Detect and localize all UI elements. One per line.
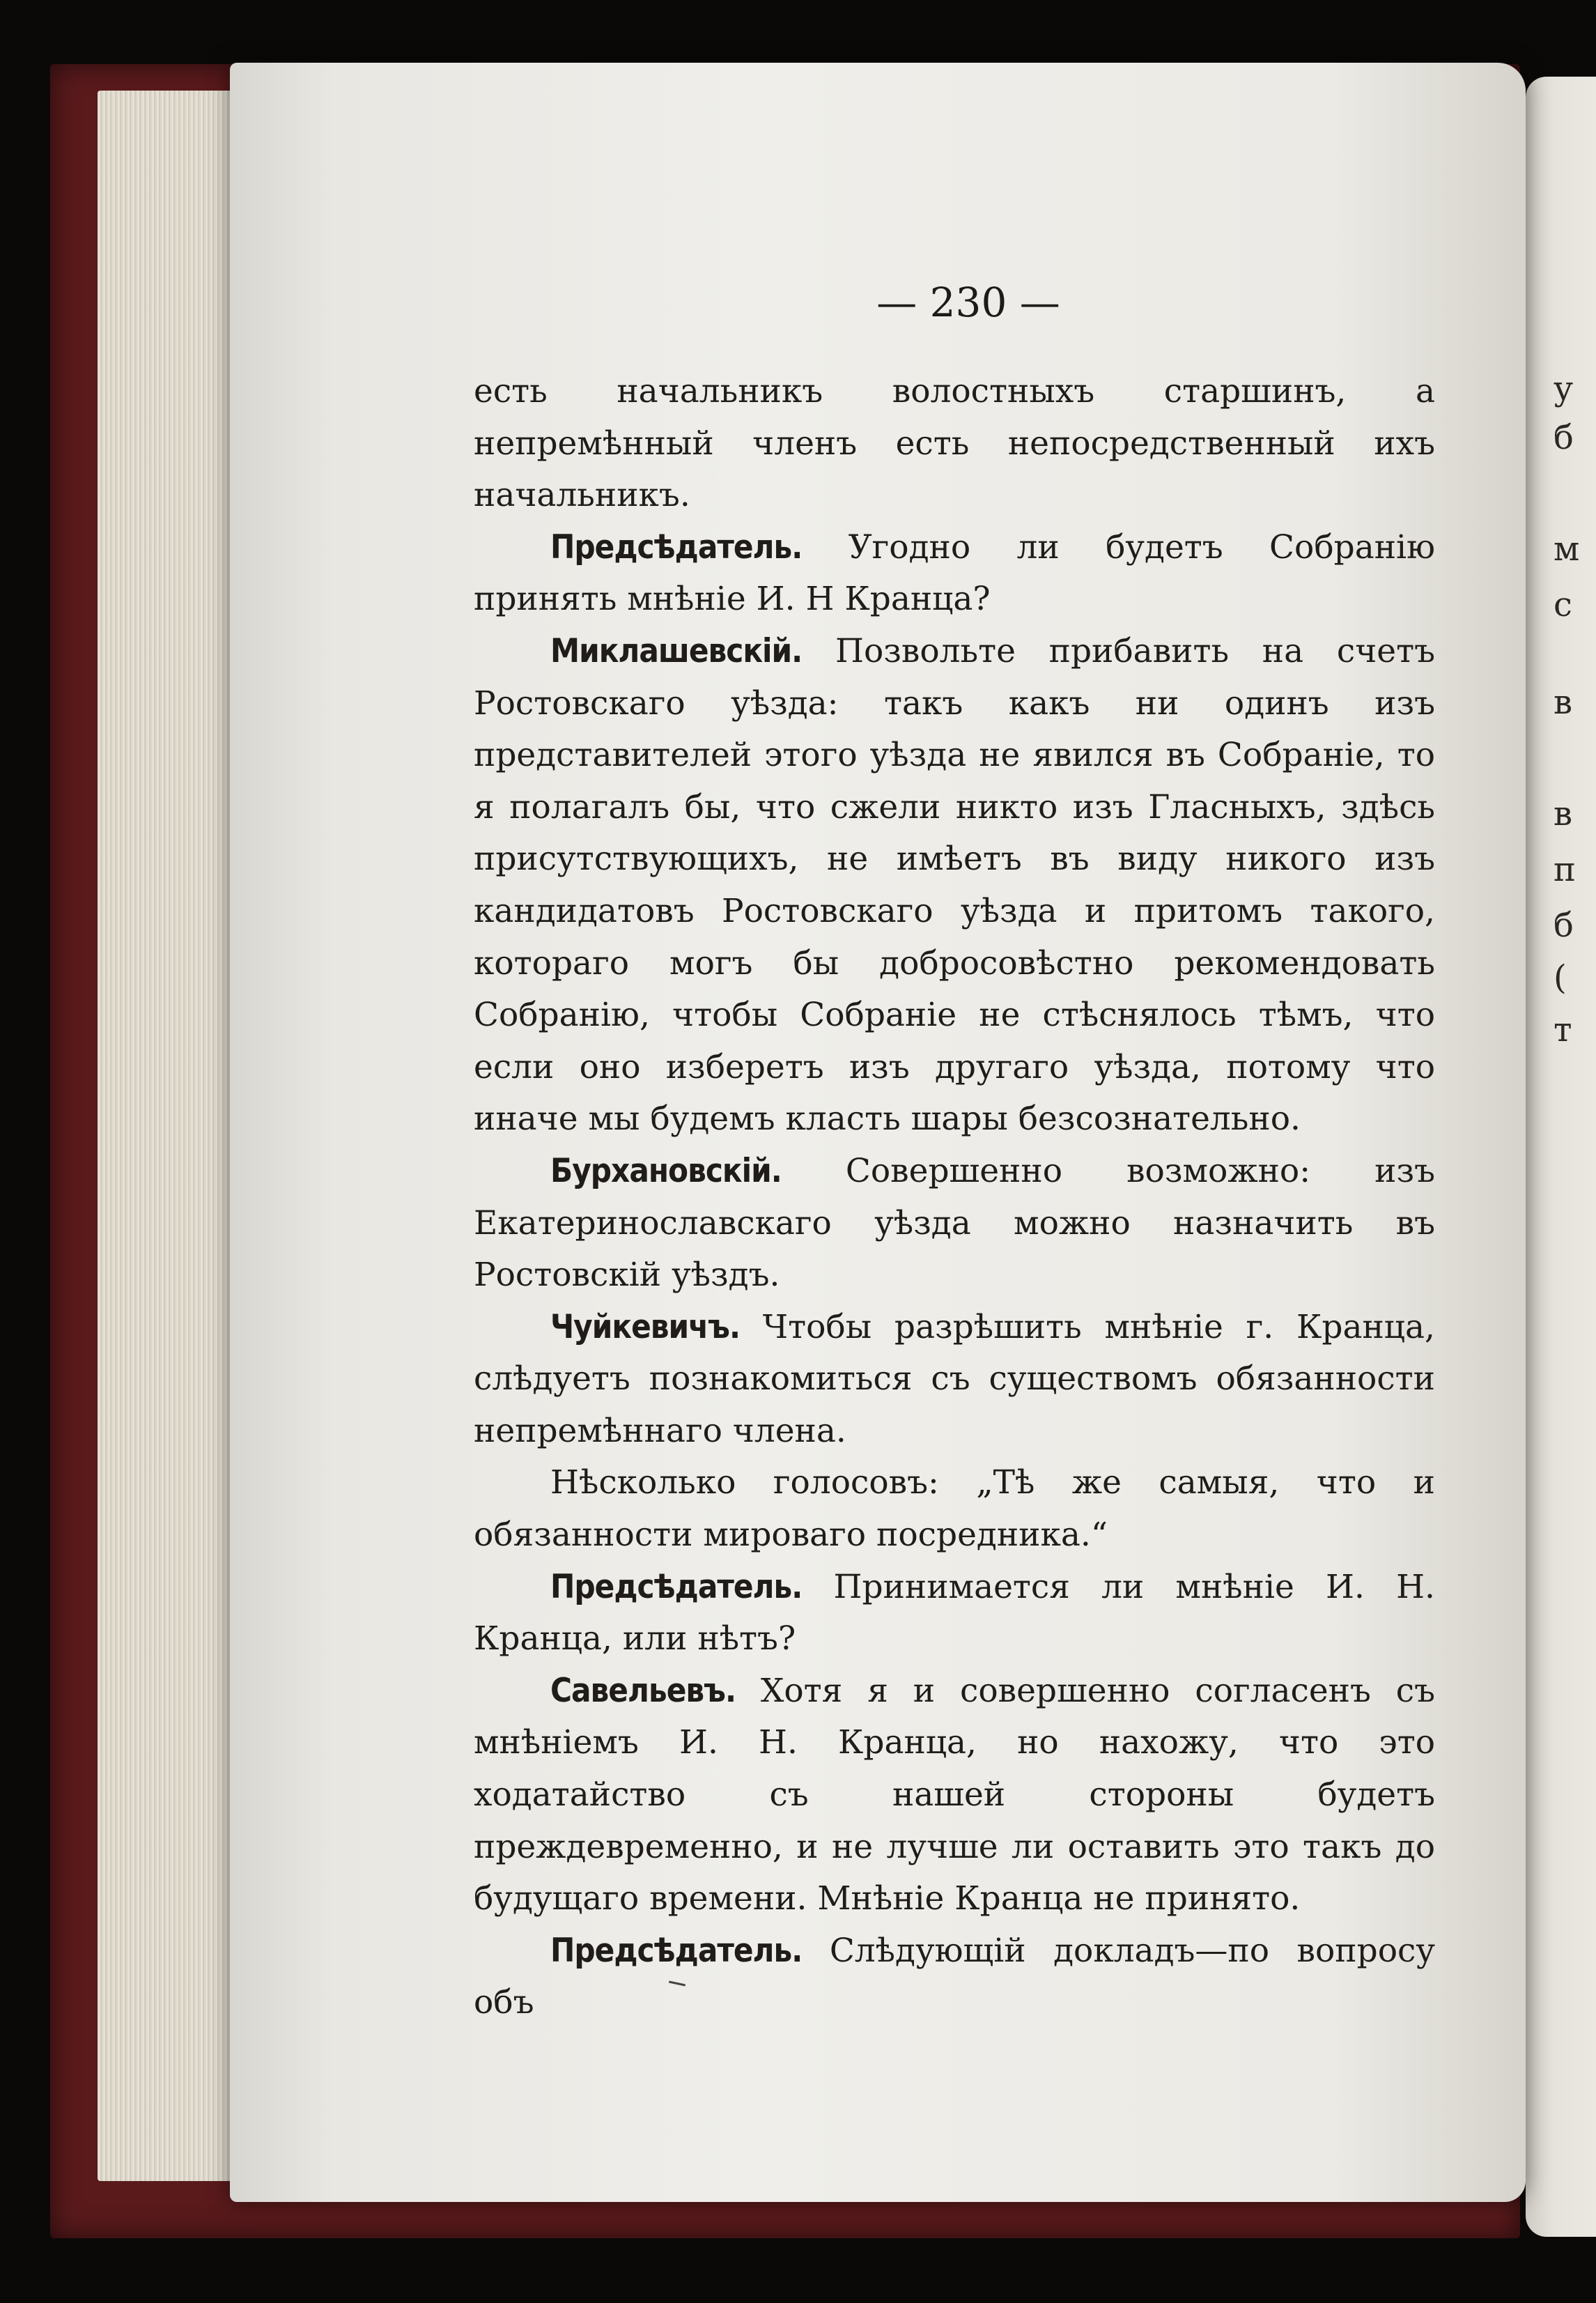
paragraph-text: Совершенно возможно: изъ Екатеринославскаго уѣзда можно назначить въ Ростовскій уѣздъ. — [474, 1151, 1435, 1295]
paragraph-4 — [474, 1302, 1435, 1458]
paragraph-2 — [474, 626, 1435, 1146]
next-page-fragment: б — [1554, 906, 1574, 945]
paragraph-text: есть начальникъ волостныхъ старшинъ, а непремѣнный членъ есть непосредственный ихъ начальникъ. — [474, 372, 1435, 515]
next-page-fragment: т — [1554, 1010, 1572, 1049]
page-text — [474, 366, 1435, 2029]
paragraph-1 — [474, 522, 1435, 626]
paragraph-text: Хотя я и совершенно согласенъ съ мнѣніемъ И. Н. Кранца, но нахожу, что это ходатайство съ нашей стороны будетъ преждевременно, и не лучше ли оставить это такъ до будущаго времени. Мнѣніе Кранца не принято. — [474, 1671, 1435, 1918]
speaker: Предсѣдатель. — [550, 527, 803, 567]
speaker: Чуйкевичъ. — [550, 1307, 741, 1346]
next-page-fragment: п — [1554, 850, 1576, 889]
speaker: Миклашевскій. — [550, 631, 803, 670]
next-page-fragment: ( — [1554, 958, 1567, 997]
speaker: Савельевъ. — [550, 1671, 736, 1710]
paragraph-text: Угодно ли будетъ Собранію принять мнѣніе И. Н Кранца? — [474, 527, 1435, 619]
paragraph-6 — [474, 1562, 1435, 1665]
page-number: — 230 — — [876, 279, 1060, 326]
speaker: Предсѣдатель. — [550, 1567, 803, 1606]
speaker: Предсѣдатель. — [550, 1931, 803, 1970]
paragraph-text: Слѣдующій докладъ—по вопросу объ — [474, 1931, 1435, 2022]
speaker: Бурхановскій. — [550, 1151, 782, 1190]
next-page-fragment: в — [1554, 794, 1573, 833]
paragraph-text: Чтобы разрѣшить мнѣніе г. Кранца, слѣдуетъ познакомиться съ существомъ обязанности непремѣннаго члена. — [474, 1307, 1435, 1450]
paragraph-3 — [474, 1146, 1435, 1302]
paragraph-text: Нѣсколько голосовъ: „Тѣ же самыя, что и обязанности мироваго посредника.“ — [474, 1463, 1435, 1555]
paragraph-8 — [474, 1925, 1435, 2029]
next-page-fragment: в — [1554, 683, 1573, 722]
next-page-fragment: с — [1554, 585, 1572, 624]
paragraph-5 — [474, 1457, 1435, 1561]
next-page-fragment: б — [1554, 418, 1574, 457]
next-page-fragment: м — [1554, 530, 1580, 569]
next-page-fragment: у — [1554, 369, 1574, 408]
paragraph-7 — [474, 1665, 1435, 1925]
next-page-edge — [1526, 77, 1596, 2237]
paragraph-0 — [474, 366, 1435, 522]
paragraph-text: Принимается ли мнѣніе И. Н. Кранца, или нѣтъ? — [474, 1567, 1435, 1658]
paragraph-text: Позвольте прибавить на счетъ Ростовскаго уѣзда: такъ какъ ни одинъ изъ представителей этого уѣзда не явился въ Собраніе, то я полагалъ бы, что сжели никто изъ Гласныхъ, здѣсь присутствующихъ, не имѣетъ въ виду никого изъ кандидатовъ Ростовскаго уѣзда и притомъ такого, котораго могъ бы добросовѣстно рекомендовать Собранію, чтобы Собраніе не стѣснялось тѣмъ, что если оно изберетъ изъ другаго уѣзда, потому что иначе мы будемъ класть шары безсознательно. — [474, 631, 1435, 1139]
